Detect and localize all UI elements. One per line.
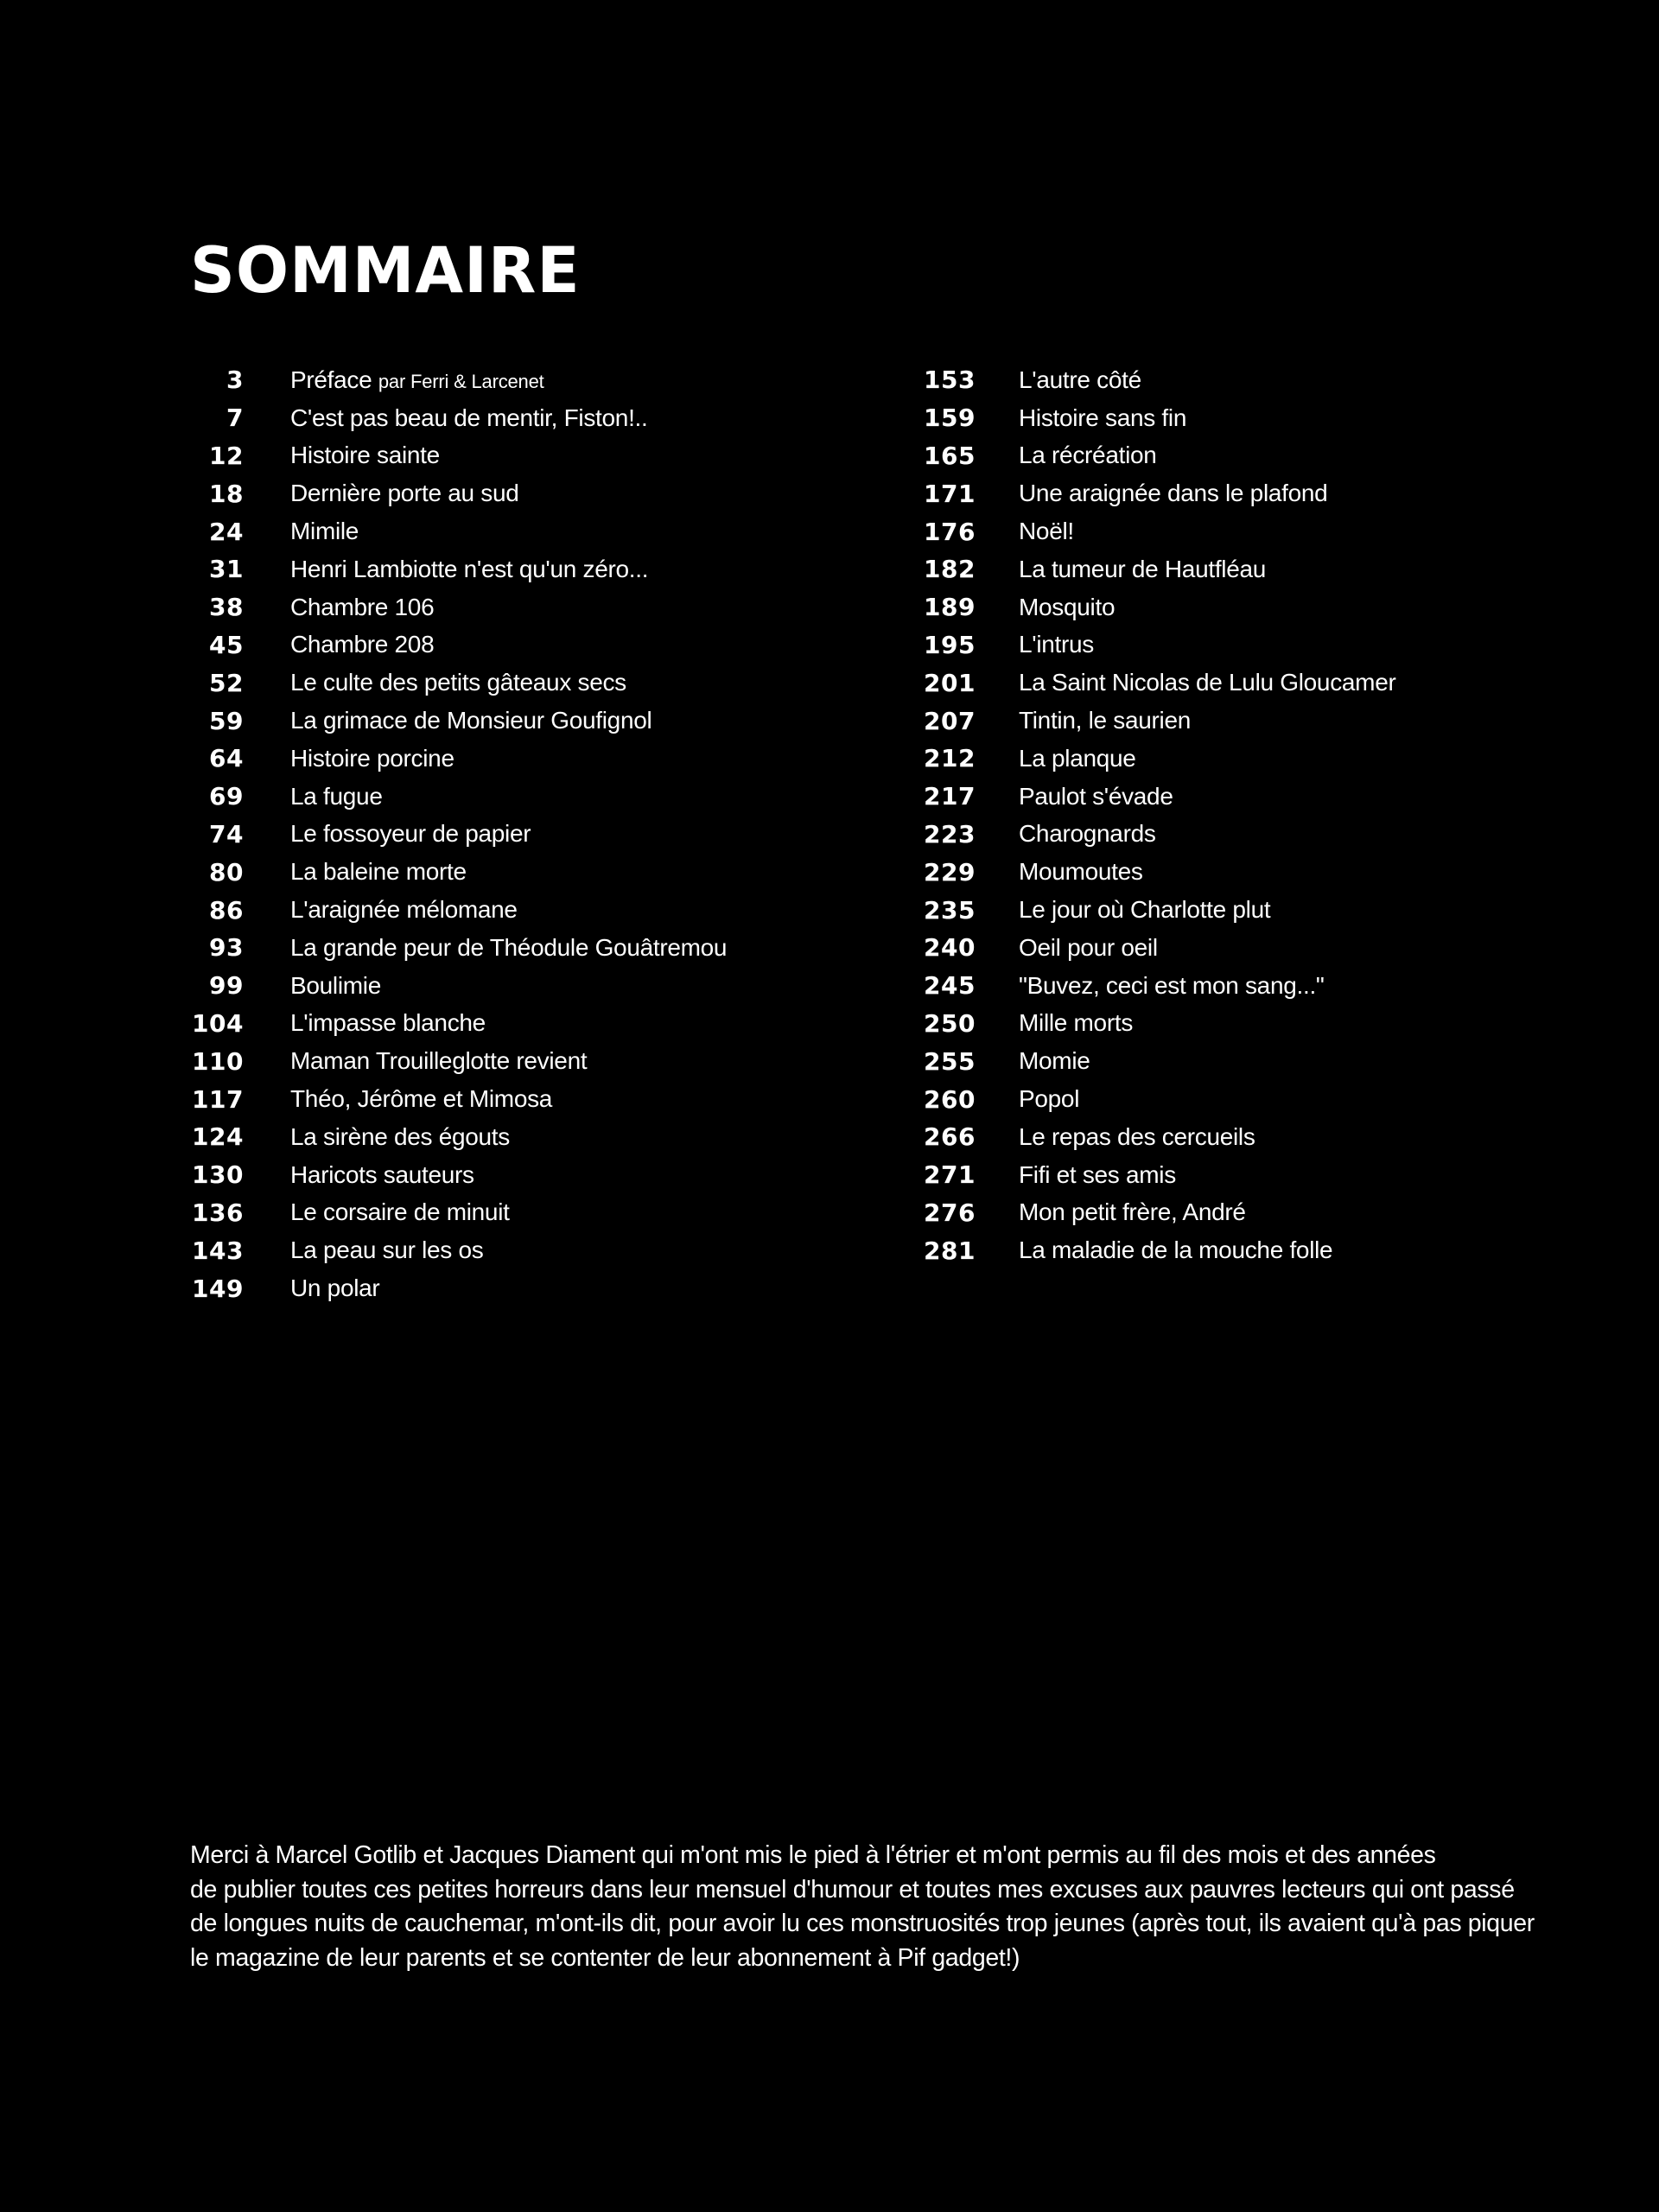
toc-page-number: 250 <box>924 1008 976 1038</box>
toc-entry <box>920 550 1396 588</box>
toc-story-title <box>1019 669 1396 696</box>
toc-entry <box>920 399 1396 437</box>
toc-story-title-text: La grimace de Monsieur Goufignol <box>290 707 652 734</box>
toc-story-title <box>1019 745 1136 772</box>
acknowledgements-line: le magazine de leur parents et se contenter de leur abonnement à Pif gadget!) <box>190 1943 1020 1972</box>
toc-story-title <box>290 1085 552 1113</box>
toc-story-title <box>290 631 434 658</box>
toc-story-title <box>290 934 727 962</box>
acknowledgements-line: de publier toutes ces petites horreurs dans leur mensuel d'humour et toutes mes excuses aux pauvres lecteurs qui ont passé <box>190 1875 1515 1904</box>
toc-story-title-text: Moumoutes <box>1019 858 1143 886</box>
toc-story-title-text: La récréation <box>1019 442 1157 469</box>
toc-story-title-text: Mon petit frère, André <box>1019 1198 1246 1226</box>
toc-page-number: 12 <box>209 441 244 470</box>
toc-story-title <box>290 745 454 772</box>
toc-entry <box>920 361 1396 399</box>
toc-page-number: 240 <box>924 933 976 963</box>
toc-entry <box>190 1156 727 1194</box>
toc-page-number: 271 <box>924 1160 976 1190</box>
toc-story-title-text: Henri Lambiotte n'est qu'un zéro... <box>290 555 649 582</box>
toc-entry <box>920 816 1396 854</box>
toc-page-number: 165 <box>924 441 976 470</box>
toc-column-right <box>920 361 1396 1269</box>
toc-story-title-text: Une araignée dans le plafond <box>1019 480 1328 507</box>
toc-entry <box>190 1269 727 1307</box>
toc-story-title-text: Charognards <box>1019 820 1156 848</box>
toc-story-title <box>1019 1161 1176 1189</box>
toc-page-number: 212 <box>924 744 976 773</box>
toc-entry <box>190 437 727 475</box>
toc-story-title <box>1019 1009 1133 1037</box>
toc-story-title <box>290 707 652 734</box>
toc-entry <box>920 512 1396 550</box>
toc-page-number: 93 <box>209 933 244 963</box>
toc-page-number: 86 <box>209 895 244 925</box>
toc-entry <box>190 550 727 588</box>
toc-story-title-text: L'autre côté <box>1019 365 1141 393</box>
toc-story-title-text: Le corsaire de minuit <box>290 1198 510 1226</box>
toc-entry <box>920 853 1396 891</box>
toc-story-title <box>290 896 518 924</box>
toc-story-title-text: Maman Trouilleglotte revient <box>290 1047 588 1075</box>
toc-story-title <box>1019 896 1270 924</box>
toc-page-number: 143 <box>192 1236 244 1265</box>
toc-entry <box>920 437 1396 475</box>
toc-story-title-text: La sirène des égouts <box>290 1122 510 1150</box>
toc-story-title <box>1019 1236 1332 1264</box>
toc-page-number: 45 <box>209 630 244 659</box>
toc-entry <box>920 740 1396 778</box>
toc-page-number: 176 <box>924 517 976 546</box>
toc-story-title-text: La fugue <box>290 782 383 810</box>
toc-story-title-text: Préface <box>290 365 372 393</box>
toc-page-number: 245 <box>924 971 976 1001</box>
toc-story-title-text: La maladie de la mouche folle <box>1019 1236 1333 1264</box>
toc-story-title <box>1019 783 1173 810</box>
toc-entry <box>920 929 1396 967</box>
toc-story-title-text: Chambre 106 <box>290 593 435 620</box>
toc-story-title <box>290 1198 510 1226</box>
toc-story-title-text: L'impasse blanche <box>290 1009 486 1037</box>
toc-entry <box>190 853 727 891</box>
toc-entry <box>920 1005 1396 1043</box>
toc-page-number: 171 <box>924 479 976 508</box>
toc-page-number: 260 <box>924 1084 976 1114</box>
toc-entry <box>190 361 727 399</box>
toc-page-number: 80 <box>209 857 244 887</box>
toc-story-title-text: Popol <box>1019 1085 1080 1113</box>
toc-story-title <box>290 1274 379 1302</box>
toc-story-title <box>1019 1198 1246 1226</box>
toc-story-title <box>290 858 467 886</box>
toc-story-title-text: L'intrus <box>1019 631 1094 658</box>
toc-page-number: 104 <box>192 1008 244 1038</box>
toc-story-title <box>1019 556 1266 583</box>
toc-entry <box>920 967 1396 1005</box>
toc-story-title <box>290 1123 510 1151</box>
toc-story-title-text: Oeil pour oeil <box>1019 933 1158 961</box>
toc-entry <box>190 588 727 626</box>
toc-story-title <box>290 783 383 810</box>
toc-entry <box>190 891 727 929</box>
toc-page-number: 159 <box>924 404 976 433</box>
toc-page-number: 69 <box>209 782 244 811</box>
toc-story-title <box>290 404 648 432</box>
toc-story-title-text: La grande peur de Théodule Gouâtremou <box>290 933 728 961</box>
toc-entry <box>920 626 1396 664</box>
toc-page-number: 117 <box>192 1084 244 1114</box>
toc-story-title <box>290 1009 486 1037</box>
toc-entry <box>920 1194 1396 1232</box>
toc-story-title-text: Mille morts <box>1019 1009 1134 1037</box>
toc-entry <box>190 1231 727 1269</box>
toc-entry <box>920 891 1396 929</box>
toc-story-title-text: Le culte des petits gâteaux secs <box>290 669 626 696</box>
toc-story-title-text: La baleine morte <box>290 858 467 886</box>
toc-story-title <box>290 972 381 1000</box>
toc-entry <box>920 702 1396 740</box>
toc-page-number: 110 <box>192 1046 244 1076</box>
toc-story-title <box>1019 707 1191 734</box>
toc-page-number: 182 <box>924 555 976 584</box>
toc-story-title-text: Haricots sauteurs <box>290 1160 474 1188</box>
toc-entry <box>190 626 727 664</box>
toc-page-number: 207 <box>924 706 976 735</box>
toc-story-title-text: Un polar <box>290 1274 380 1302</box>
toc-entry <box>920 1156 1396 1194</box>
toc-story-title-text: Le fossoyeur de papier <box>290 820 531 848</box>
toc-story-title <box>290 518 359 545</box>
toc-story-title <box>290 669 626 696</box>
toc-story-title <box>1019 858 1143 886</box>
toc-story-title <box>1019 366 1141 394</box>
toc-page-number: 64 <box>209 744 244 773</box>
toc-page-number: 149 <box>192 1274 244 1303</box>
page-title: SOMMAIRE <box>190 233 581 308</box>
toc-story-title <box>1019 594 1115 621</box>
toc-entry <box>190 1042 727 1080</box>
toc-story-title <box>1019 404 1186 432</box>
toc-story-title <box>1019 442 1157 469</box>
toc-page-number: 130 <box>192 1160 244 1190</box>
toc-entry <box>920 1231 1396 1269</box>
toc-story-title <box>290 1161 474 1189</box>
toc-entry <box>190 740 727 778</box>
toc-story-title <box>1019 631 1094 658</box>
toc-page-number: 217 <box>924 782 976 811</box>
toc-page-number: 31 <box>209 555 244 584</box>
toc-story-title-text: Paulot s'évade <box>1019 782 1173 810</box>
toc-entry <box>920 474 1396 512</box>
toc-page-number: 201 <box>924 668 976 697</box>
toc-story-title-text: L'araignée mélomane <box>290 896 518 924</box>
toc-story-title <box>290 556 648 583</box>
toc-story-title-text: Mimile <box>290 518 359 545</box>
toc-story-title <box>1019 1123 1255 1151</box>
toc-page-number: 7 <box>226 404 244 433</box>
toc-column-left <box>190 361 727 1307</box>
toc-entry <box>190 1080 727 1118</box>
toc-entry <box>920 778 1396 816</box>
toc-entry <box>920 1080 1396 1118</box>
toc-page-number: 99 <box>209 971 244 1001</box>
toc-story-title <box>1019 1047 1090 1075</box>
toc-entry <box>190 1005 727 1043</box>
toc-page-number: 266 <box>924 1122 976 1152</box>
toc-story-title <box>290 442 440 469</box>
toc-story-title-text: Histoire porcine <box>290 744 454 772</box>
toc-page-number: 18 <box>209 479 244 508</box>
toc-story-title-text: Fifi et ses amis <box>1019 1160 1176 1188</box>
toc-entry <box>920 664 1396 702</box>
toc-story-title-text: Tintin, le saurien <box>1019 707 1191 734</box>
toc-entry <box>190 512 727 550</box>
toc-page-number: 189 <box>924 593 976 622</box>
toc-story-title <box>290 594 434 621</box>
toc-story-title-text: C'est pas beau de mentir, Fiston!.. <box>290 404 648 431</box>
toc-story-title-text: La Saint Nicolas de Lulu Gloucamer <box>1019 669 1396 696</box>
toc-story-title-text: Boulimie <box>290 971 381 999</box>
toc-story-title-text: La tumeur de Hautfléau <box>1019 555 1267 582</box>
toc-story-title <box>1019 518 1074 545</box>
toc-entry <box>920 1042 1396 1080</box>
acknowledgements-line: de longues nuits de cauchemar, m'ont-ils dit, pour avoir lu ces monstruosités trop jeunes (après tout, ils avaient qu'à pas piquer <box>190 1910 1535 1937</box>
toc-page-number: 153 <box>924 365 976 395</box>
toc-story-title-text: Mosquito <box>1019 593 1116 620</box>
toc-page-number: 281 <box>924 1236 976 1265</box>
toc-entry <box>190 929 727 967</box>
toc-entry <box>190 778 727 816</box>
toc-entry <box>190 816 727 854</box>
toc-entry <box>190 967 727 1005</box>
toc-page-number: 229 <box>924 857 976 887</box>
toc-story-title-text: "Buvez, ceci est mon sang..." <box>1019 971 1325 999</box>
toc-page-number: 24 <box>209 517 244 546</box>
toc-story-title-text: Dernière porte au sud <box>290 480 519 507</box>
toc-story-title <box>1019 934 1158 962</box>
toc-entry <box>190 702 727 740</box>
toc-story-title-text: Histoire sans fin <box>1019 404 1187 431</box>
toc-story-credit: par Ferri & Larcenet <box>378 370 544 392</box>
toc-page-number: 276 <box>924 1198 976 1227</box>
toc-entry <box>920 588 1396 626</box>
toc-page-number: 52 <box>209 668 244 697</box>
toc-story-title <box>290 366 544 394</box>
toc-story-title <box>1019 1085 1079 1113</box>
toc-entry <box>190 474 727 512</box>
toc-page-number: 255 <box>924 1046 976 1076</box>
toc-page-number: 235 <box>924 895 976 925</box>
toc-story-title-text: Le repas des cercueils <box>1019 1122 1255 1150</box>
toc-page-number: 124 <box>192 1122 244 1152</box>
toc-story-title <box>1019 972 1325 1000</box>
toc-story-title-text: Momie <box>1019 1047 1090 1075</box>
toc-page-number: 195 <box>924 630 976 659</box>
toc-story-title <box>290 820 531 848</box>
toc-story-title-text: Noël! <box>1019 518 1074 545</box>
toc-page-number: 3 <box>226 365 244 395</box>
toc-story-title <box>1019 480 1327 507</box>
toc-page-number: 59 <box>209 706 244 735</box>
toc-entry <box>190 399 727 437</box>
toc-story-title-text: Histoire sainte <box>290 442 440 469</box>
toc-page-number: 223 <box>924 819 976 849</box>
toc-page-number: 136 <box>192 1198 244 1227</box>
toc-story-title <box>290 480 519 507</box>
toc-story-title-text: Le jour où Charlotte plut <box>1019 896 1271 924</box>
toc-page-number: 74 <box>209 819 244 849</box>
toc-entry <box>190 1118 727 1156</box>
toc-page-number: 38 <box>209 593 244 622</box>
toc-entry <box>190 1194 727 1232</box>
toc-story-title <box>290 1047 587 1075</box>
toc-story-title-text: La peau sur les os <box>290 1236 484 1264</box>
toc-entry <box>190 664 727 702</box>
acknowledgements-line: Merci à Marcel Gotlib et Jacques Diament qui m'ont mis le pied à l'étrier et m'ont permis au fil des mois et des années <box>190 1841 1436 1869</box>
toc-story-title-text: Théo, Jérôme et Mimosa <box>290 1085 553 1113</box>
toc-story-title-text: Chambre 208 <box>290 631 435 658</box>
toc-entry <box>920 1118 1396 1156</box>
toc-story-title <box>290 1236 483 1264</box>
toc-story-title <box>1019 820 1156 848</box>
acknowledgements <box>190 1839 1538 1975</box>
toc-story-title-text: La planque <box>1019 744 1136 772</box>
